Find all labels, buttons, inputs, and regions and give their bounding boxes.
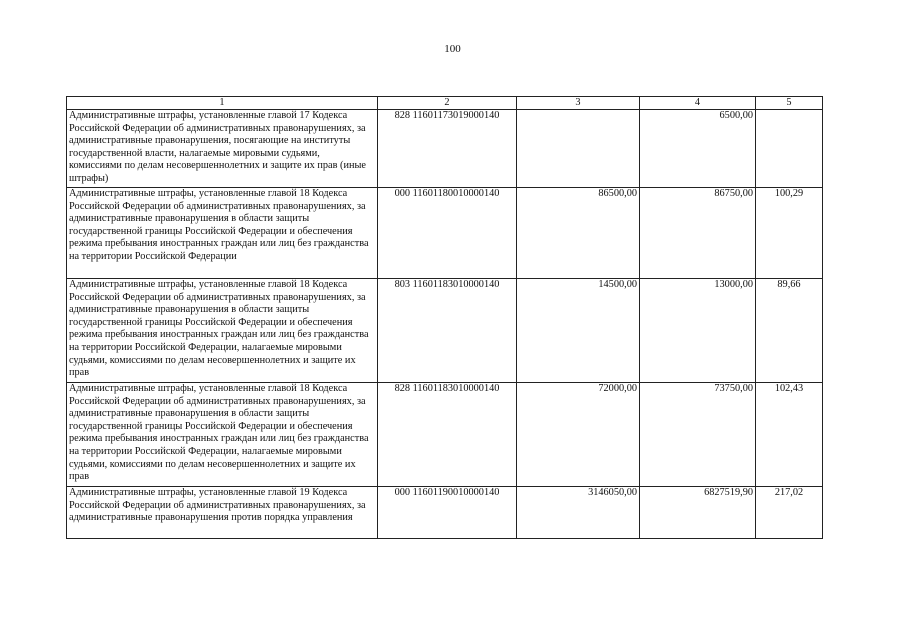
row-value-col5: 102,43	[756, 383, 823, 487]
row-value-col3	[517, 110, 640, 188]
header-cell-5: 5	[756, 97, 823, 110]
header-cell-1: 1	[67, 97, 378, 110]
row-value-col3: 86500,00	[517, 188, 640, 279]
table-row	[67, 110, 823, 188]
row-description: Административные штрафы, установленные главой 17 Кодекса Российской Федерации об административных правонарушениях, за административные правонарушения, посягающие на институты государственной власти, налагаемые мировыми судьями, комиссиями по делам несовершеннолетних и защите их прав (иные штрафы)	[67, 110, 378, 188]
table-row	[67, 188, 823, 279]
row-description: Административные штрафы, установленные главой 19 Кодекса Российской Федерации об административных правонарушениях, за административные правонарушения против порядка управления	[67, 487, 378, 539]
row-description: Административные штрафы, установленные главой 18 Кодекса Российской Федерации об административных правонарушениях, за административные правонарушения в области защиты государственной границы Российской Федерации и обеспечения режима пребывания иностранных граждан или лиц без гражданства на территории Российской Федерации, налагаемые мировыми судьями, комиссиями по делам несовершеннолетних и защите их прав	[67, 383, 378, 487]
header-cell-4: 4	[640, 97, 756, 110]
row-code: 000 11601180010000140	[378, 188, 517, 279]
row-value-col4: 6500,00	[640, 110, 756, 188]
row-description: Административные штрафы, установленные главой 18 Кодекса Российской Федерации об административных правонарушениях, за административные правонарушения в области защиты государственной границы Российской Федерации и обеспечения режима пребывания иностранных граждан или лиц без гражданства на территории Российской Федерации	[67, 188, 378, 279]
row-value-col5: 100,29	[756, 188, 823, 279]
table-row	[67, 279, 823, 383]
budget-table	[66, 96, 823, 539]
row-code: 803 11601183010000140	[378, 279, 517, 383]
table-row	[67, 383, 823, 487]
table-row	[67, 487, 823, 539]
header-row	[67, 97, 823, 110]
row-value-col3: 14500,00	[517, 279, 640, 383]
row-code: 828 11601173019000140	[378, 110, 517, 188]
page-number: 100	[444, 43, 461, 55]
row-value-col4: 13000,00	[640, 279, 756, 383]
row-value-col4: 6827519,90	[640, 487, 756, 539]
header-cell-3: 3	[517, 97, 640, 110]
header-cell-2: 2	[378, 97, 517, 110]
row-code: 000 11601190010000140	[378, 487, 517, 539]
row-description: Административные штрафы, установленные главой 18 Кодекса Российской Федерации об административных правонарушениях, за административные правонарушения в области защиты государственной границы Российской Федерации и обеспечения режима пребывания иностранных граждан или лиц без гражданства на территории Российской Федерации, налагаемые мировыми судьями, комиссиями по делам несовершеннолетних и защите их прав	[67, 279, 378, 383]
row-value-col5	[756, 110, 823, 188]
row-code: 828 11601183010000140	[378, 383, 517, 487]
row-value-col4: 86750,00	[640, 188, 756, 279]
row-value-col5: 89,66	[756, 279, 823, 383]
row-value-col3: 72000,00	[517, 383, 640, 487]
row-value-col3: 3146050,00	[517, 487, 640, 539]
row-value-col4: 73750,00	[640, 383, 756, 487]
row-value-col5: 217,02	[756, 487, 823, 539]
